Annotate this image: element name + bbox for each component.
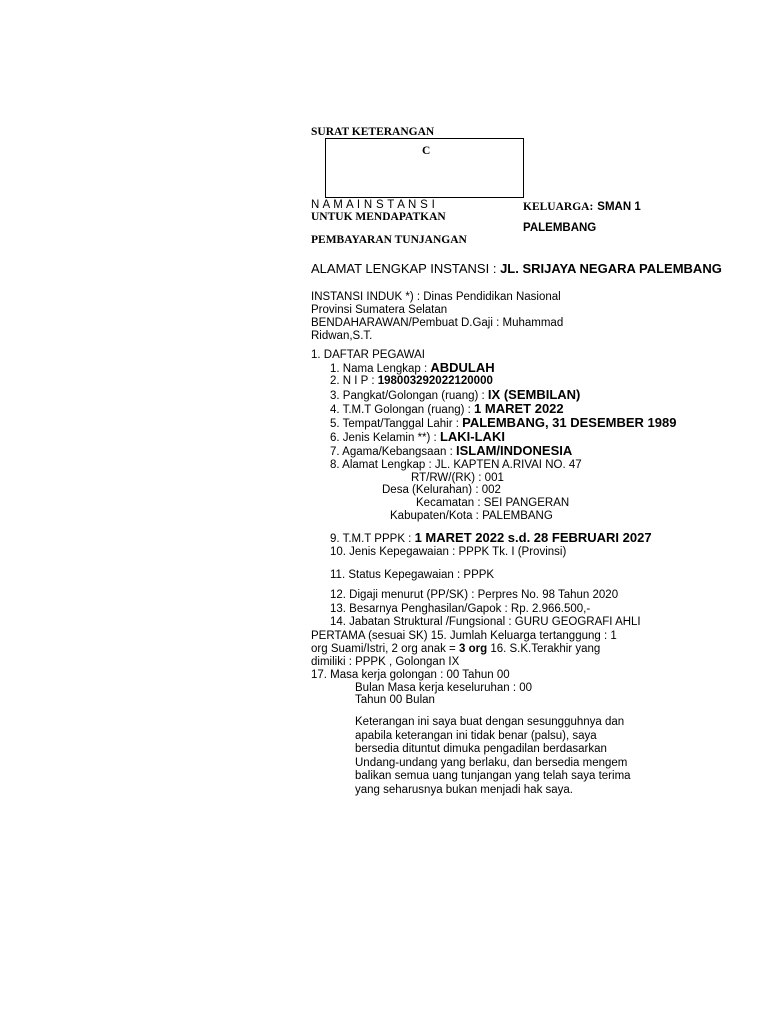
field-masa-kerja-3: Tahun 00 Bulan [355,694,435,706]
field-rt-rw: RT/RW/(RK) : 001 [411,472,504,484]
field-kabupaten: Kabupaten/Kota : PALEMBANG [390,510,553,522]
field-label: 3. Pangkat/Golongan (ruang) : [330,390,485,402]
instansi-induk-line1: INSTANSI INDUK *) : Dinas Pendidikan Nasional [311,291,561,303]
field-nip [330,374,493,388]
instansi-induk-line2: Provinsi Sumatera Selatan [311,304,448,316]
field-value: 198003292022120000 [377,375,493,387]
field-penghasilan: 13. Besarnya Penghasilan/Gapok : Rp. 2.966.500,- [330,603,591,615]
field-digaji: 12. Digaji menurut (PP/SK) : Perpres No. 98 Tahun 2020 [330,589,619,601]
field-value: PALEMBANG, 31 DESEMBER 1989 [462,415,677,430]
statement-line: yang seharusnya bukan menjadi hak saya. [355,783,574,796]
field-value: LAKI-LAKI [439,429,505,444]
field-value: IX (SEMBILAN) [487,387,581,402]
field-jabatan-line4: dimiliki : PPPK , Golongan IX [311,656,460,668]
keluarga-label: KELUARGA: [523,201,594,213]
field-value: 1 MARET 2022 s.d. 28 FEBRUARI 2027 [414,530,652,545]
document-title: SURAT KETERANGAN [311,126,435,138]
field-value: 1 MARET 2022 [474,401,564,416]
statement-paragraph [355,716,695,798]
field-value: 3 org [458,643,488,655]
field-value: ISLAM/INDONESIA [455,443,573,458]
daftar-pegawai-title: 1. DAFTAR PEGAWAI [311,349,425,361]
field-kecamatan: Kecamatan : SEI PANGERAN [416,497,570,509]
statement-line: apabila keterangan ini tidak benar (palsu), saya [355,729,597,742]
field-label: 4. T.M.T Golongan (ruang) : [330,404,471,416]
field-tmt-pppk [330,531,652,546]
field-label: 7. Agama/Kebangsaan : [330,446,453,458]
alamat-value: JL. SRIJAYA NEGARA PALEMBANG [500,261,722,276]
box-letter: C [422,145,431,157]
subtitle-untuk-mendapatkan: UNTUK MENDAPATKAN [311,211,446,223]
field-label: 2. N I P : [330,375,375,387]
field-jabatan-line3 [311,642,600,656]
field-desa: Desa (Kelurahan) : 002 [382,484,501,496]
field-masa-kerja-1: 17. Masa kerja golongan : 00 Tahun 00 [311,669,510,681]
field-value: ABDULAH [430,360,495,375]
field-jenis-kepegawaian: 10. Jenis Kepegawaian : PPPK Tk. I (Provinsi) [330,546,567,558]
field-jabatan-line2: PERTAMA (sesuai SK) 15. Jumlah Keluarga tertanggung : 1 [311,630,617,642]
keluarga-value: SMAN 1 [597,201,641,213]
alamat-instansi [311,262,722,276]
field-agama [330,444,572,459]
statement-line: Undang-undang yang berlaku, dan bersedia mengem [355,756,628,769]
field-label: 6. Jenis Kelamin **) : [330,432,437,444]
statement-line: balikan semua uang tunjangan yang telah saya terima [355,770,631,783]
subtitle-pembayaran-tunjangan: PEMBAYARAN TUNJANGAN [311,234,467,246]
field-text: 16. S.K.Terakhir yang [490,643,601,655]
bendaharawan-name: Ridwan,S.T. [311,330,373,342]
keluarga-line [523,199,641,214]
statement-line: Keterangan ini saya buat dengan sesungguhnya dan [355,716,625,728]
field-status-kepegawaian: 11. Status Kepegawaian : PPPK [330,569,495,581]
statement-line: bersedia dituntut dimuka pengadilan berdasarkan [355,743,607,756]
field-jabatan-line1: 14. Jabatan Struktural /Fungsional : GURU GEOGRAFI AHLI [330,616,641,628]
bendaharawan-line: BENDAHARAWAN/Pembuat D.Gaji : Muhammad [311,317,564,329]
field-masa-kerja-2: Bulan Masa kerja keseluruhan : 00 [355,682,533,694]
alamat-label: ALAMAT LENGKAP INSTANSI : [311,261,497,276]
field-label: 1. Nama Lengkap : [330,363,428,375]
keluarga-value-2: PALEMBANG [523,222,597,234]
field-alamat: 8. Alamat Lengkap : JL. KAPTEN A.RIVAI NO. 47 [330,459,582,471]
field-label: 9. T.M.T PPPK : [330,533,412,545]
field-text: org Suami/Istri, 2 org anak = [311,643,456,655]
nama-instansi-label: N A M A I N S T A N S I [311,199,436,211]
field-label: 5. Tempat/Tanggal Lahir : [330,418,459,430]
